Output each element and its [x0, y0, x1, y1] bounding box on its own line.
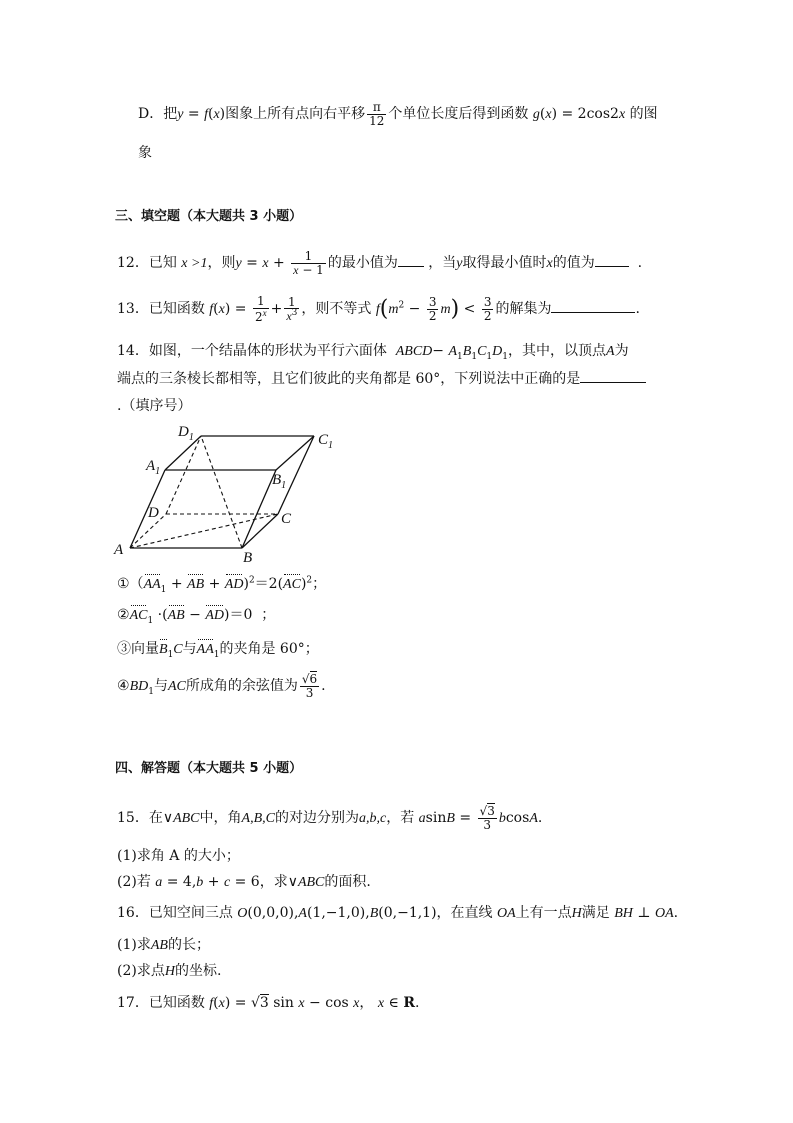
- question-17: 17．已知函数 f(x) = √3 sin x − cos x， x ∈ R.: [117, 995, 420, 1011]
- q13-text-2: 的解集为: [495, 301, 552, 318]
- q15-text-3: ，若: [386, 810, 415, 827]
- option-d-text-3: 的图: [629, 106, 658, 123]
- q13-inequality: $f(m^2$ − $\frac{3}{2}$ m) < $\frac{3}{2}$: [375, 295, 492, 323]
- q15-part-2-text-1: (2)若: [117, 874, 151, 890]
- label-A1: $A_1$: [146, 458, 161, 477]
- section-4-heading: 四、解答题（本大题共 5 小题）: [115, 761, 303, 776]
- q13-text-1: ，则不等式: [301, 301, 372, 318]
- q12-text-5: 的值为: [552, 255, 595, 272]
- q14-solid-name: ABCD: [395, 344, 433, 359]
- label-B1: $B_1$: [272, 472, 287, 491]
- q14-option-3: ③向量$B_1C$与$AA_1$的夹角是 60°；: [117, 641, 319, 660]
- q14-option-2: $②AC_1 \cdot(AB - AD)=0$ ；: [117, 607, 276, 626]
- q16-text-2: 上有一点: [515, 905, 572, 921]
- q14-text-4: 端点的三条棱长都相等，且它们彼此的夹角都是 60°，下列说法中正确的是: [117, 371, 581, 387]
- edge-B-C: [242, 514, 278, 548]
- q14-text-3: 为: [614, 343, 629, 359]
- edge-B1-C1: [276, 436, 314, 470]
- q15-text-1: 中，角: [199, 810, 242, 827]
- q14-option-3-text-1: ③向量: [117, 641, 159, 657]
- q14-option-4: $④BD_1$与AC所成角的余弦值为 $\frac{√6}{3}$ .: [117, 672, 326, 700]
- label-D: D: [148, 505, 159, 521]
- q14-text-2: ，其中，以顶点: [508, 343, 607, 359]
- edge-B-B1: [242, 470, 276, 548]
- q14-text-1: 14．如图，一个结晶体的形状为平行六面体: [117, 343, 387, 359]
- fraction-1-over-x3: $\frac{1}{x^3}$: [286, 294, 298, 324]
- q15-text-2: 的对边分别为: [274, 810, 359, 827]
- q12-text-1: ，则: [207, 255, 236, 272]
- q12-text-2: 的最小值为: [327, 255, 398, 272]
- q15-part-1: (1)求角 A 的大小；: [117, 848, 240, 864]
- question-16: 16．已知空间三点 O(0,0,0),A(1,−1,0),B(0,−1,1)，在直线 OA上有一点H满足 BH ⊥ OA.: [117, 905, 679, 921]
- label-C: C: [281, 511, 292, 527]
- q15-number: 15．在: [117, 810, 163, 827]
- question-15: 15．在∨ABC中，角A,B,C的对边分别为a,b,c，若 asinB = $\frac{√3}{3}$ bcosA.: [117, 804, 543, 832]
- fraction-pi-12: $\frac{\pi}{12}$: [369, 100, 385, 128]
- label-A: A: [114, 542, 124, 558]
- question-14-line-2: [117, 368, 646, 388]
- answer-blank[interactable]: [398, 254, 424, 267]
- answer-blank[interactable]: [595, 254, 629, 267]
- question-14-line-3: .（填序号）: [117, 398, 192, 414]
- fraction-1-over-x-1: $\frac{1}{x - 1}$: [293, 249, 324, 277]
- q14-option-4-text-1: ④: [117, 678, 130, 695]
- q16-part-2-text-1: (2)求点: [117, 963, 165, 979]
- answer-blank[interactable]: [580, 370, 646, 383]
- q13-number: 13．已知函数: [117, 301, 205, 318]
- q13-period: .: [635, 301, 640, 318]
- label-C1: $C_1$: [318, 432, 334, 451]
- q17-number: 17．已知函数: [117, 995, 205, 1011]
- q17-text-1: ，: [359, 995, 374, 1011]
- question-13: 13．已知函数 f(x) = $\frac{1}{2^x}$ + $\frac{1}{x^3}$ ，则不等式 $f(m^2$ − $\frac{3}{2}$ m) < $\frac{3}{2}$ 的解集为 .: [117, 294, 640, 324]
- q12-condition: x >1: [181, 256, 208, 272]
- q16-part-1-text-2: 的长；: [167, 937, 210, 953]
- q16-part-2: (2)求点H的坐标.: [117, 963, 222, 979]
- q14-option-3-text-2: 与: [182, 641, 197, 657]
- section-3-heading: 三、填空题（本大题共 3 小题）: [115, 209, 303, 224]
- q12-text-4: 取得最小值时: [462, 255, 547, 272]
- q16-number: 16．已知空间三点: [117, 905, 233, 921]
- fraction-sqrt3-over-3: $\frac{√3}{3}$: [479, 804, 495, 832]
- q12-math-y: y = x +: [235, 255, 290, 272]
- math-y-fx: y: [177, 107, 184, 123]
- edge-C-C1: [278, 436, 314, 514]
- option-d-line: D．把y = f(x)图象上所有点向右平移 $\frac{\pi}{12}$ 个单位长度后得到函数 g(x) = 2cos2x 的图: [138, 100, 658, 128]
- q16-text-1: ，在直线: [436, 905, 493, 921]
- q12-text-3: ，当: [428, 255, 457, 272]
- label-B: B: [243, 550, 253, 566]
- q14-option-3-text-3: 的夹角是 60°；: [219, 641, 319, 657]
- question-14-line-1: 14．如图，一个结晶体的形状为平行六面体 ABCD− $A_1B_1C_1D_1$，其中，以顶点A为: [117, 343, 629, 362]
- option-d-continuation: 象: [138, 145, 152, 161]
- question-12: 12．已知 x >1，则y = x + $\frac{1}{x - 1}$ 的最小值为 ，当y取得最小值时x的值为 .: [117, 249, 643, 277]
- q14-option-4-text-3: 所成角的余弦值为: [185, 678, 298, 695]
- answer-blank[interactable]: [551, 300, 635, 313]
- q16-text-3: 满足: [581, 905, 610, 921]
- edge-D-D1: [166, 436, 201, 514]
- option-d-text-2: 个单位长度后得到函数: [388, 106, 529, 123]
- q12-period: .: [637, 255, 643, 272]
- math-g-def: g(x) = 2cos2x: [532, 106, 626, 123]
- q13-math-f: f(x) =: [209, 301, 251, 318]
- q15-part-2-text-3: 的面积.: [324, 874, 371, 890]
- fraction-sqrt6-over-3: $\frac{√6}{3}$: [301, 672, 318, 700]
- q15-part-2-text-2: ，求: [259, 874, 288, 890]
- option-d-text-1: 图象上所有点向右平移: [225, 106, 366, 123]
- diagonal-B-D1: [201, 436, 242, 548]
- option-d-label: D．把: [138, 106, 178, 123]
- q12-number: 12．已知: [117, 255, 177, 272]
- q15-part-2: (2)若 a = 4,b + c = 6，求∨ABC的面积.: [117, 874, 371, 890]
- parallelepiped-figure: [110, 420, 350, 570]
- q14-option-2-end: ；: [261, 607, 276, 623]
- q14-option-1: $①(AA_1$ + AB + AD)$^2$＝2(AC)$^2$；: [117, 575, 327, 595]
- edge-D1-A1: [165, 436, 201, 470]
- q16-part-2-text-2: 的坐标.: [174, 963, 222, 979]
- q14-option-4-text-2: 与: [153, 678, 168, 695]
- q16-part-1: (1)求AB的长；: [117, 937, 210, 953]
- q14-option-1-end: ；: [312, 576, 327, 592]
- fraction-1-over-2x: $\frac{1}{2^x}$: [254, 294, 267, 324]
- q16-part-1-text-1: (1)求: [117, 937, 151, 953]
- label-D1: $D_1$: [178, 424, 194, 443]
